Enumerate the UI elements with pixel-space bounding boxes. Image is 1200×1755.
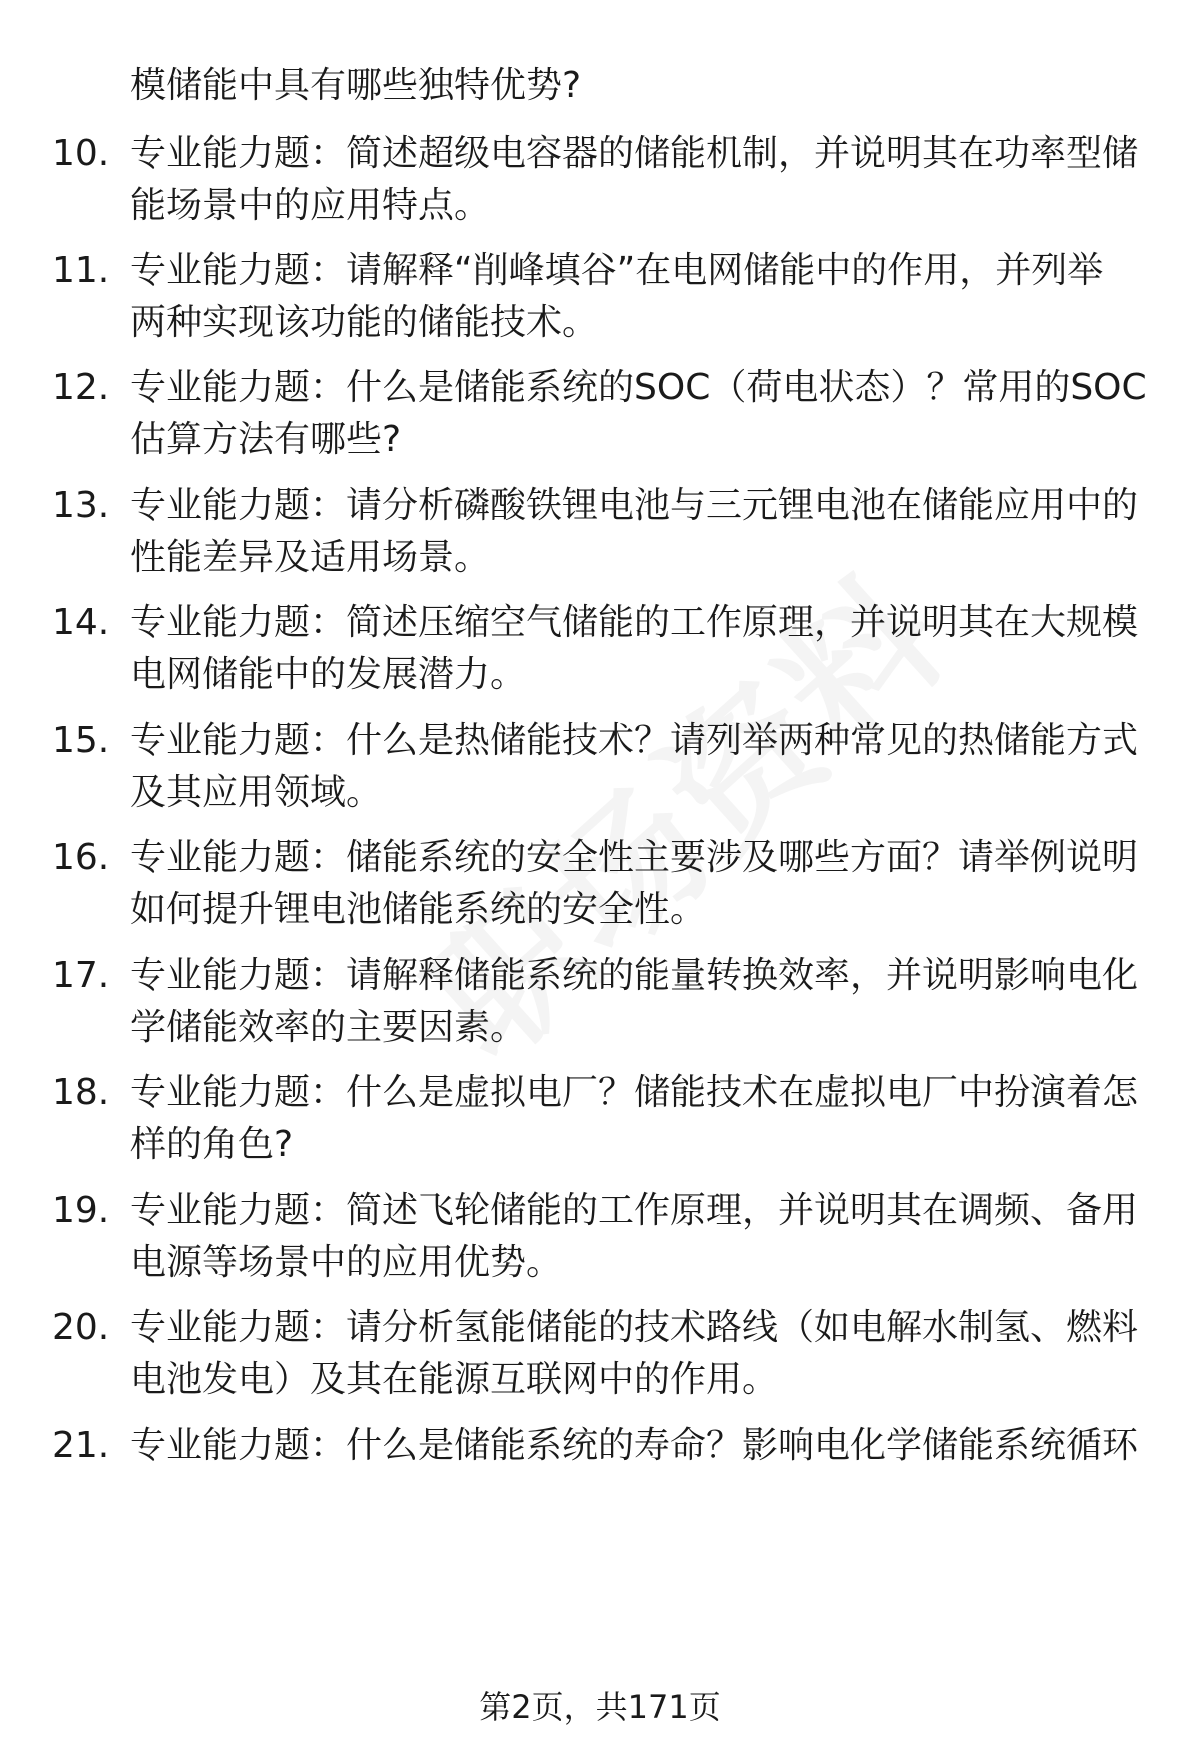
question-text-line-2: 估算方法有哪些? bbox=[130, 419, 402, 460]
question-item bbox=[0, 1067, 1200, 1171]
question-text-line-1: 专业能力题：简述压缩空气储能的工作原理，并说明其在大规模 bbox=[130, 602, 1139, 643]
question-item bbox=[0, 597, 1200, 701]
question-number: 20. bbox=[52, 1307, 110, 1348]
question-text-line-1: 专业能力题：请解释储能系统的能量转换效率，并说明影响电化 bbox=[130, 955, 1139, 996]
question-text-line-1: 专业能力题：储能系统的安全性主要涉及哪些方面？请举例说明 bbox=[130, 837, 1139, 878]
continued-question-text: 模储能中具有哪些独特优势? bbox=[130, 65, 582, 106]
question-text-line-2: 性能差异及适用场景。 bbox=[130, 537, 491, 578]
question-number: 14. bbox=[52, 602, 110, 643]
question-text-line-2: 电池发电）及其在能源互联网中的作用。 bbox=[130, 1359, 779, 1400]
question-text-line-1: 专业能力题：什么是储能系统的SOC（荷电状态）？常用的SOC bbox=[130, 367, 1147, 408]
question-item bbox=[0, 480, 1200, 584]
question-text-line-1: 专业能力题：什么是虚拟电厂？储能技术在虚拟电厂中扮演着怎 bbox=[130, 1072, 1139, 1113]
question-number: 13. bbox=[52, 485, 110, 526]
question-item bbox=[0, 715, 1200, 819]
question-item bbox=[0, 1420, 1200, 1524]
question-number: 10. bbox=[52, 133, 110, 174]
question-text-line-1: 专业能力题：请解释“削峰填谷”在电网储能中的作用，并列举 bbox=[130, 250, 1104, 291]
question-item bbox=[0, 950, 1200, 1054]
question-number: 17. bbox=[52, 955, 110, 996]
page-number-indicator: 第2页，共171页 bbox=[479, 1688, 721, 1726]
question-text-line-2: 两种实现该功能的储能技术。 bbox=[130, 302, 599, 343]
question-number: 16. bbox=[52, 837, 110, 878]
question-text-line-1: 专业能力题：简述飞轮储能的工作原理，并说明其在调频、备用 bbox=[130, 1190, 1139, 1231]
question-text-line-2: 电源等场景中的应用优势。 bbox=[130, 1242, 563, 1283]
question-text-line-2: 如何提升锂电池储能系统的安全性。 bbox=[130, 889, 707, 930]
question-item bbox=[0, 362, 1200, 466]
question-number: 19. bbox=[52, 1190, 110, 1231]
question-text-line-1: 专业能力题：请分析磷酸铁锂电池与三元锂电池在储能应用中的 bbox=[130, 485, 1139, 526]
question-item bbox=[0, 245, 1200, 349]
question-item bbox=[0, 128, 1200, 232]
question-number: 21. bbox=[52, 1425, 110, 1466]
question-text-line-1: 专业能力题：请分析氢能储能的技术路线（如电解水制氢、燃料 bbox=[130, 1307, 1139, 1348]
question-text-line-2: 样的角色? bbox=[130, 1124, 294, 1165]
question-text-line-2: 学储能效率的主要因素。 bbox=[130, 1007, 527, 1048]
question-number: 11. bbox=[52, 250, 110, 291]
question-text-line-1: 专业能力题：什么是储能系统的寿命？影响电化学储能系统循环 bbox=[130, 1425, 1139, 1466]
question-item bbox=[0, 1185, 1200, 1289]
question-text-line-2: 能场景中的应用特点。 bbox=[130, 185, 491, 226]
question-item bbox=[0, 832, 1200, 936]
question-text-line-2: 及其应用领域。 bbox=[130, 772, 383, 813]
question-number: 18. bbox=[52, 1072, 110, 1113]
question-item bbox=[0, 1302, 1200, 1406]
question-number: 12. bbox=[52, 367, 110, 408]
question-number: 15. bbox=[52, 720, 110, 761]
question-text-line-1: 专业能力题：什么是热储能技术？请列举两种常见的热储能方式 bbox=[130, 720, 1139, 761]
question-text-line-1: 专业能力题：简述超级电容器的储能机制，并说明其在功率型储 bbox=[130, 133, 1139, 174]
question-text-line-2: 电网储能中的发展潜力。 bbox=[130, 654, 527, 695]
